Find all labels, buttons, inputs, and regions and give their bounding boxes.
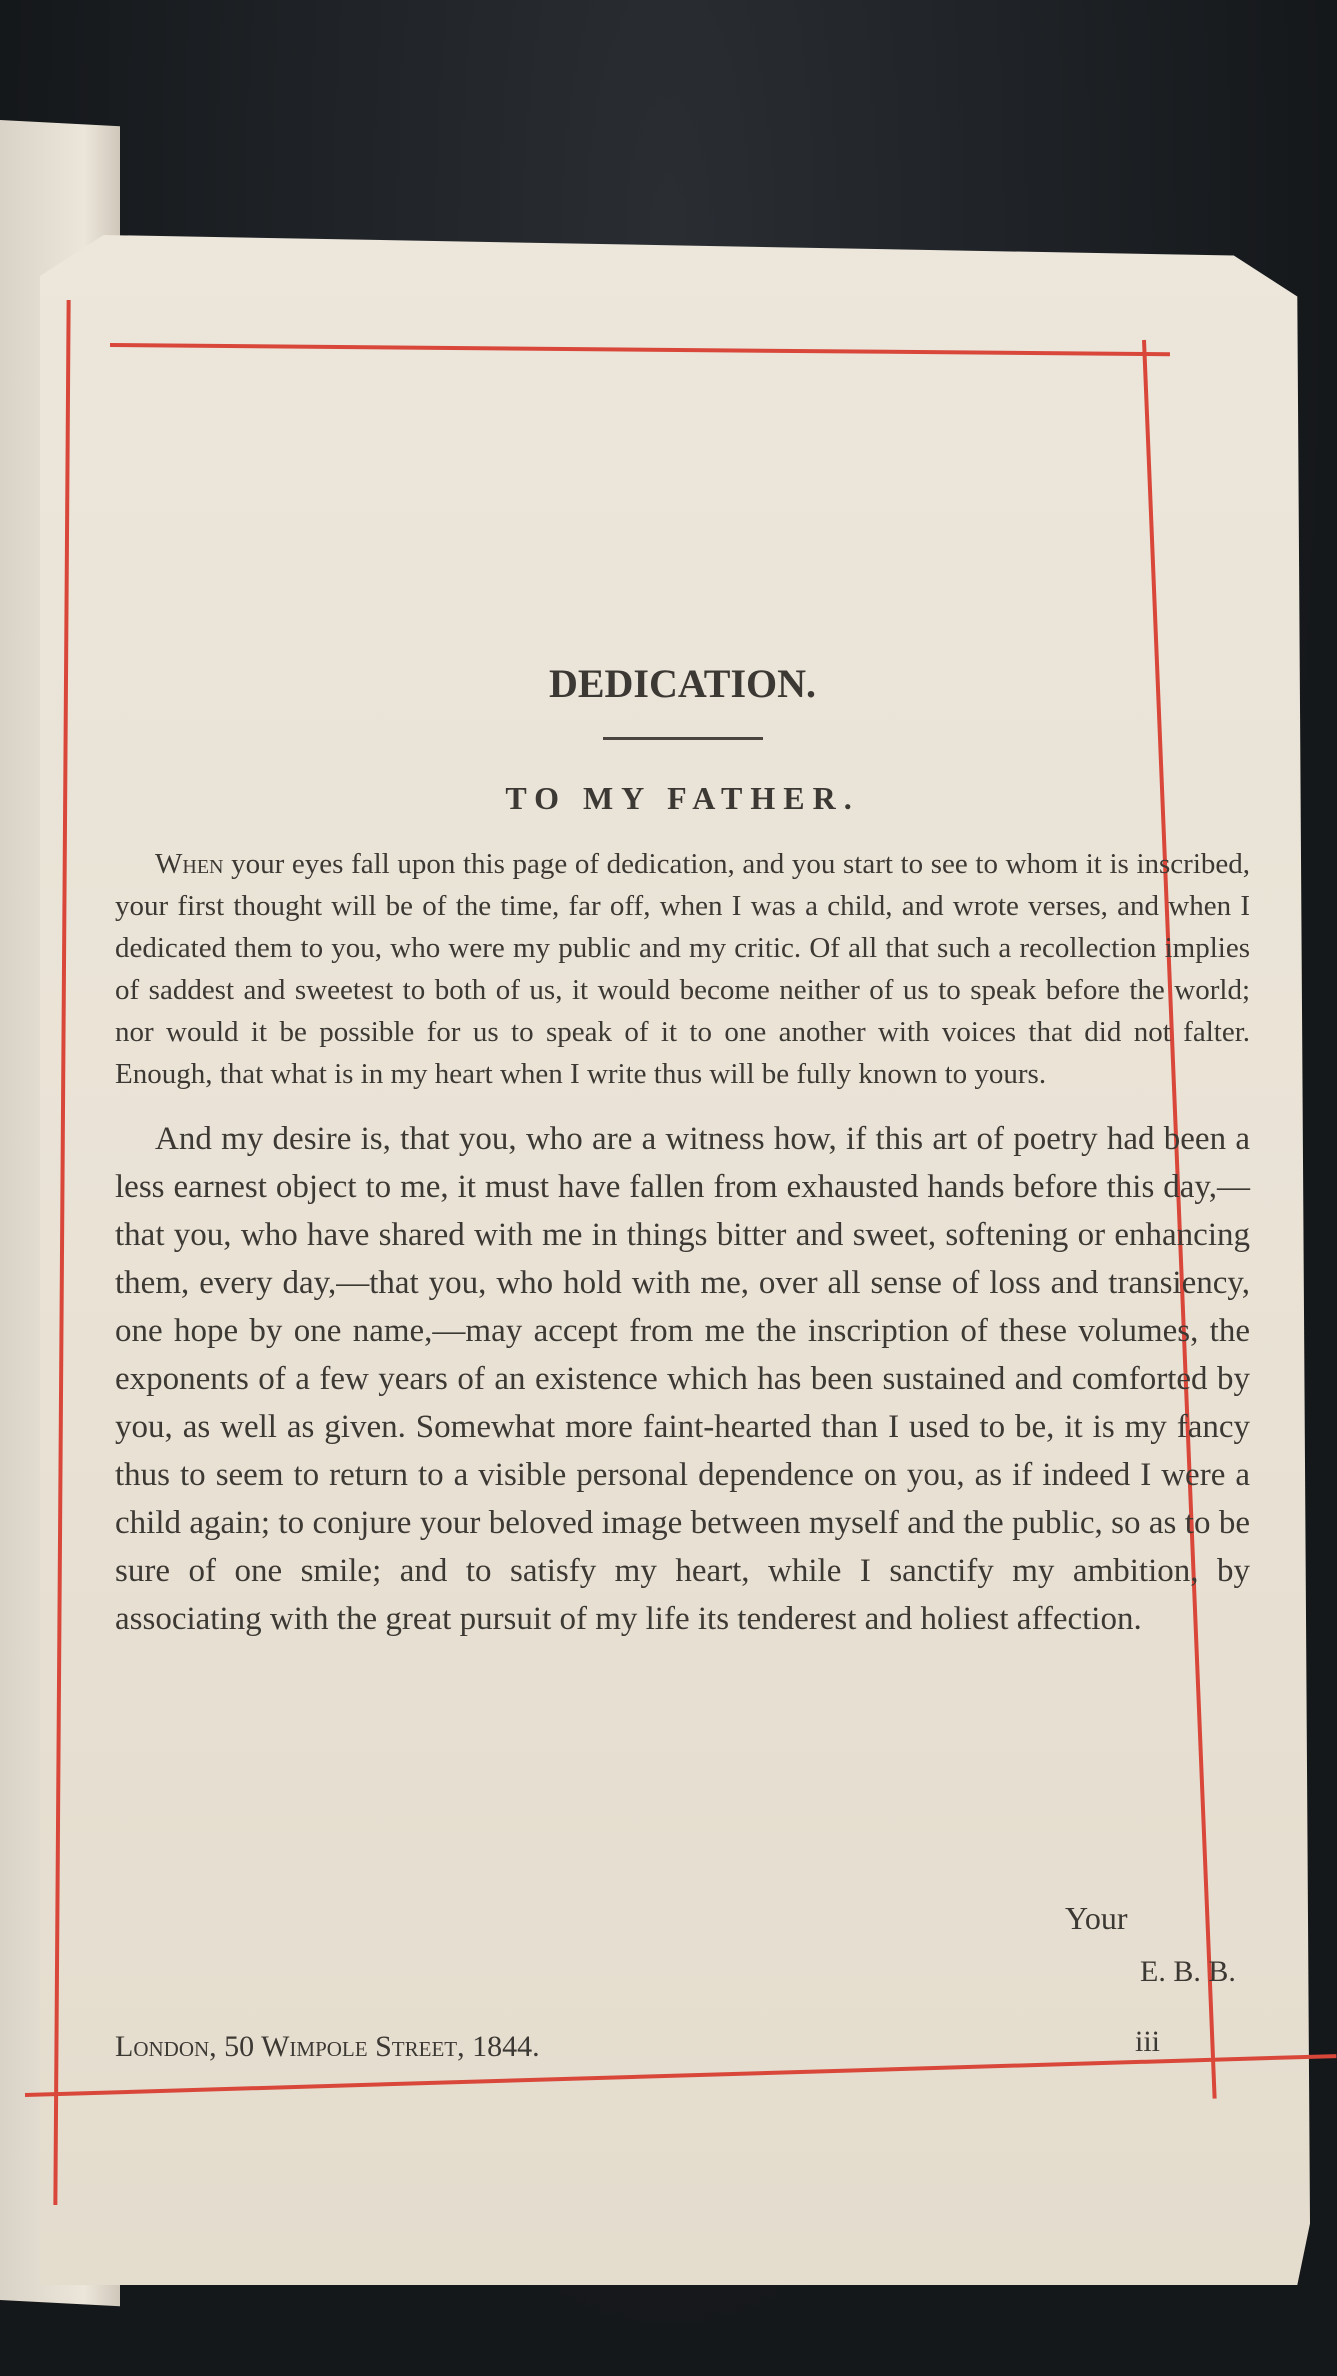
paragraph-1-lead: When bbox=[155, 848, 224, 880]
title-divider bbox=[603, 737, 763, 740]
paragraph-1 bbox=[115, 843, 1250, 1095]
signature-initials: E. B. B. bbox=[1140, 1955, 1236, 1988]
page-title: DEDICATION. bbox=[548, 661, 817, 706]
signature-your: Your bbox=[1065, 1900, 1128, 1936]
dedication-heading: TO MY FATHER. bbox=[505, 780, 860, 816]
paragraph-2: And my desire is, that you, who are a witness how, if this art of poetry had been a less earnest object to me, it must have fallen from exhausted hands before this day,—that you, who have shared with me in things bitter and sweet, softening or enhancing them, every day,—that you, who hold with me, over all sense of loss and transiency, one hope by one name,—may accept from me the inscription of these volumes, the exponents of a few years of an existence which has been sustained and comforted by you, as well as given. Somewhat more faint-hearted than I used to be, it is my fancy thus to seem to return to a visible personal dependence on you, as if indeed I were a child again; to conjure your beloved image between myself and the public, so as to be sure of one smile; and to satisfy my heart, while I sanctify my ambition, by associating with the great pursuit of my life its tenderest and holiest affection. bbox=[115, 1121, 1250, 1637]
page-number: iii bbox=[1135, 2025, 1161, 2058]
paragraph-1-text: your eyes fall upon this page of dedication, and you start to see to whom it is inscribed, your first thought will be of the time, far off, when I was a child, and wrote verses, and when I dedicated them to you, who were my public and my critic. Of all that such a recollection implies of saddest and sweetest to both of us, it would become neither of us to speak before the world; nor would it be possible for us to speak of it to one another with voices that did not falter. Enough, that what is in my heart when I write thus will be fully known to yours. bbox=[115, 848, 1250, 1090]
dedication-text-block bbox=[115, 660, 1250, 1643]
place-and-date: London, 50 Wimpole Street, 1844. bbox=[115, 2030, 540, 2063]
